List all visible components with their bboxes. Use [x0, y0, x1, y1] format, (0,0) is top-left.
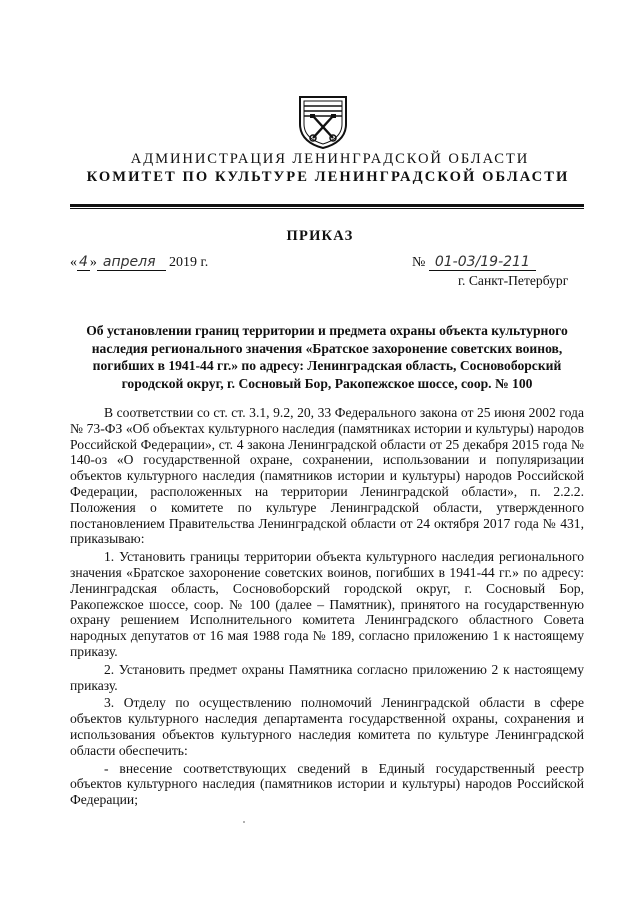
number-prefix: №	[412, 255, 426, 270]
date-quote-open: «	[70, 255, 77, 270]
number-value: 01-03/19-211	[429, 254, 536, 271]
order-number	[412, 254, 536, 271]
date-month: апреля	[97, 254, 166, 271]
paragraph-item-3: 3. Отделу по осуществлению полномочий Ленинградской области в сфере объектов культурного наследия департамента государственной охраны, сохранения и использования объектов культурного наследия комитета по культуре Ленинградской области обеспечить:	[70, 695, 584, 758]
date-year: 2019 г.	[169, 255, 209, 270]
order-body	[70, 405, 584, 808]
order-date	[70, 254, 208, 271]
date-day: 4	[79, 254, 88, 270]
city: г. Санкт-Петербург	[458, 273, 569, 288]
document-type: ПРИКАЗ	[286, 228, 354, 244]
order-title: Об установлении границ территории и предмета охраны объекта культурного наследия регионального значения «Братское захоронение советских воинов, погибших в 1941-44 гг.» по адресу: Ленинградская область, Сосновоборский городской округ, г. Сосновый Бор, Ракопежское шоссе, соор. № 100	[86, 323, 568, 391]
date-quote-close: »	[89, 255, 97, 270]
organization-name: АДМИНИСТРАЦИЯ ЛЕНИНГРАДСКОЙ ОБЛАСТИ	[130, 151, 530, 167]
paragraph-subitem: - внесение соответствующих сведений в Единый государственный реестр объектов культурного наследия (памятников истории и культуры) народов Российской Федерации;	[70, 760, 584, 808]
paragraph-preamble: В соответствии со ст. ст. 3.1, 9.2, 20, 33 Федерального закона от 25 июня 2002 года № 73-ФЗ «Об объектах культурного наследия (памятниках истории и культуры) народов Российской Федерации», ст. 4 закона Ленинградской области от 25 декабря 2015 года № 140-оз «О государственной охране, сохранении, использовании и популяризации объектов культурного наследия (памятников истории и культуры) народов Российской Федерации, расположенных на территории Ленинградской области», п. 2.2.2. Положения о комитете по культуре Ленинградской области, утвержденного постановлением Правительства Ленинградской области от 24 октября 2017 года № 431, приказываю:	[70, 405, 584, 547]
committee-name: КОМИТЕТ ПО КУЛЬТУРЕ ЛЕНИНГРАДСКОЙ ОБЛАСТИ	[86, 169, 570, 185]
paragraph-item-1: 1. Установить границы территории объекта культурного наследия регионального значения «Братское захоронение советских воинов, погибших в 1941-44 гг.» по адресу: Ленинградская область, Сосновоборский городской округ, г. Сосновый Бор, Ракопежское шоссе, соор. № 100 (далее – Памятник), принятого на государственную охрану решением Исполнительного комитета Ленинградского областного Совета народных депутатов от 16 мая 1988 года № 189, согласно приложению 1 к настоящему приказу.	[70, 549, 584, 659]
scan-speck	[243, 821, 245, 823]
coat-of-arms-icon	[297, 94, 349, 150]
header-rule-thin	[70, 208, 584, 209]
header-rule-thick	[70, 204, 584, 207]
paragraph-item-2: 2. Установить предмет охраны Памятника согласно приложению 2 к настоящему приказу.	[70, 661, 584, 693]
